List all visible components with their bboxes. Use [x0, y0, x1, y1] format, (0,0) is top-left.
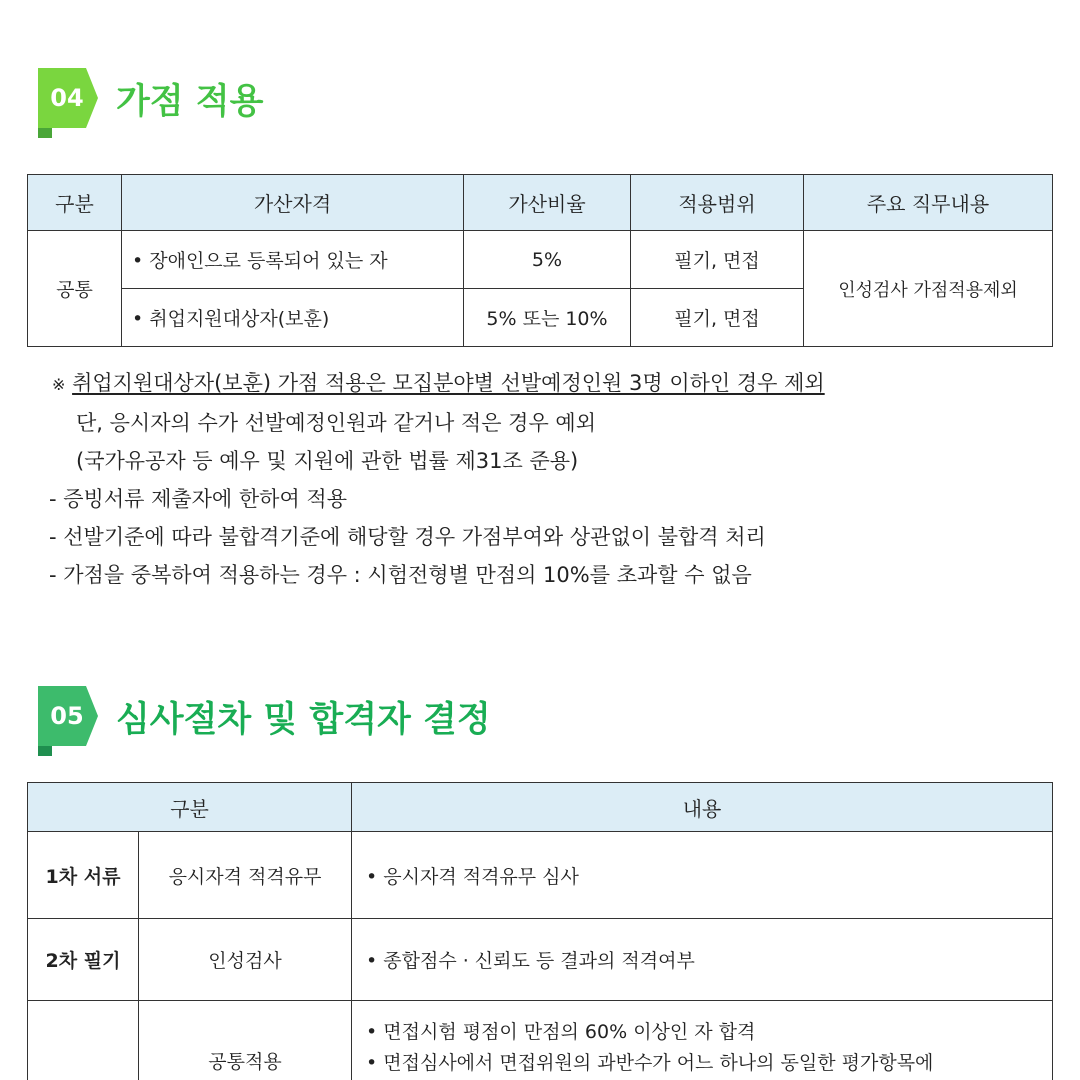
- content-line: • 면접시험 평점이 만점의 60% 이상인 자 합격: [366, 1021, 756, 1043]
- note-line: - 선발기준에 따라 불합격기준에 해당할 경우 가점부여와 상관없이 불합격 처리: [49, 525, 766, 549]
- sub-cell: 인성검사: [139, 919, 352, 1001]
- section-badge-04: [38, 68, 106, 138]
- section-title: 가점 적용: [116, 82, 264, 122]
- section-badge-05: [38, 686, 106, 756]
- note-line: - 가점을 중복하여 적용하는 경우 : 시험전형별 만점의 10%를 초과할 수 없음: [49, 563, 752, 587]
- content-line: • 면접심사에서 면접위원의 과반수가 어느 하나의 동일한 평가항목에: [366, 1052, 934, 1074]
- content-cell: • 응시자격 적격유무 심사: [352, 832, 1053, 919]
- header-content: 내용: [352, 783, 1053, 832]
- notes-block: [49, 364, 825, 594]
- section-05-heading: [38, 686, 491, 756]
- stage-cell: 1차 서류: [28, 832, 139, 919]
- section-number: 04: [50, 84, 84, 112]
- note-underlined: 취업지원대상자(보훈) 가점 적용은 모집분야별 선발예정인원 3명 이하인 경우 제외: [72, 371, 825, 395]
- section-number: 05: [50, 702, 84, 730]
- note-line: - 증빙서류 제출자에 한하여 적용: [49, 487, 347, 511]
- header-category: 구분: [28, 175, 122, 231]
- section-title: 심사절차 및 합격자 결정: [116, 700, 491, 740]
- qualification-cell: • 취업지원대상자(보훈): [122, 289, 464, 347]
- table-row: [28, 231, 1053, 289]
- table-row: [28, 1001, 1053, 1080]
- header-scope: 적용범위: [631, 175, 804, 231]
- table-header-row: [28, 175, 1053, 231]
- sub-cell: 응시자격 적격유무: [139, 832, 352, 919]
- content-cell: [352, 1001, 1053, 1080]
- screening-procedure-table: [27, 782, 1053, 1080]
- header-rate: 가산비율: [464, 175, 631, 231]
- section-04-heading: [38, 68, 263, 138]
- duty-cell: 인성검사 가점적용제외: [804, 231, 1053, 347]
- bonus-points-table: [27, 174, 1053, 347]
- note-line: [52, 364, 825, 404]
- scope-cell: 필기, 면접: [631, 289, 804, 347]
- sub-cell: 공통적용: [139, 1001, 352, 1080]
- header-duty: 주요 직무내용: [804, 175, 1053, 231]
- table-header-row: [28, 783, 1053, 832]
- table-row: [28, 832, 1053, 919]
- qualification-cell: • 장애인으로 등록되어 있는 자: [122, 231, 464, 289]
- note-line: 단, 응시자의 수가 선발예정인원과 같거나 적은 경우 예외: [76, 411, 596, 435]
- stage-cell: [28, 1001, 139, 1080]
- header-qualification: 가산자격: [122, 175, 464, 231]
- content-cell: • 종합점수 · 신뢰도 등 결과의 적격여부: [352, 919, 1053, 1001]
- header-category: 구분: [28, 783, 352, 832]
- stage-cell: 2차 필기: [28, 919, 139, 1001]
- table-row: [28, 919, 1053, 1001]
- note-line: (국가유공자 등 예우 및 지원에 관한 법률 제31조 준용): [76, 449, 579, 473]
- rate-cell: 5%: [464, 231, 631, 289]
- scope-cell: 필기, 면접: [631, 231, 804, 289]
- group-cell: 공통: [28, 231, 122, 347]
- reference-mark: ※: [52, 375, 66, 394]
- rate-cell: 5% 또는 10%: [464, 289, 631, 347]
